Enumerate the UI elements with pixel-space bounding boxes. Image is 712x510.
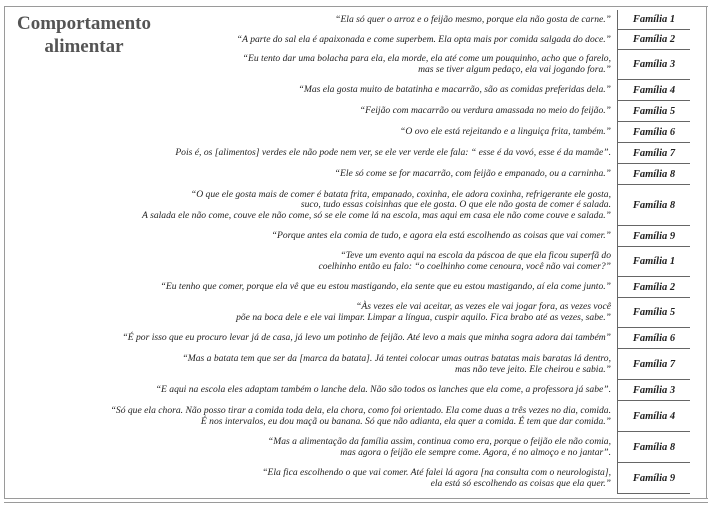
quote-line: “Às vezes ele vai aceitar, as vezes ele vai jogar fora, as vezes você	[356, 301, 611, 313]
quote-cell	[10, 380, 617, 401]
family-label: Família 2	[617, 30, 690, 50]
quote-text	[272, 231, 611, 242]
quote-cell	[10, 277, 617, 298]
quote-line: Pois é, os [alimentos] verdes ele não pode nem ver, se ele ver verde ele fala: “ esse é da vovó, esse é da mamãe”.	[175, 147, 611, 159]
quote-line: “O ovo ele está rejeitando e a linguiça frita, também.”	[400, 126, 611, 138]
quote-line: “Só que ela chora. Não posso tirar a comida toda dela, ela chora, como foi orientado. Ela come duas a três vezes no dia, comida.	[110, 404, 611, 416]
quote-text	[268, 437, 611, 458]
family-label: Família 9	[617, 463, 690, 494]
table-row	[10, 401, 690, 432]
quote-line: mas agora o feijão ele sempre come. Agora, é no almoço e no jantar”.	[340, 446, 611, 458]
quote-line: “Eu tenho que comer, porque ela vê que eu estou mastigando, ela sente que eu estou mastigando, aí ela come junto.”	[160, 281, 611, 293]
quote-line: “Mas ela gosta muito de batatinha e macarrão, são as comidas preferidas dela.”	[298, 84, 611, 96]
quotes-table	[10, 10, 690, 494]
quote-text	[262, 468, 611, 489]
quote-line: “Ela só quer o arroz e o feijão mesmo, porque ela não gosta de carne.”	[335, 13, 611, 25]
quote-text	[299, 85, 612, 96]
quote-cell	[10, 247, 617, 277]
quote-line: “E aqui na escola eles adaptam também o lanche dela. Não são todos os lanches que ela come, a professora já sabe”.	[155, 384, 611, 396]
table-row	[10, 226, 690, 247]
family-label: Família 6	[617, 328, 690, 349]
table-row	[10, 30, 690, 50]
quote-cell	[10, 298, 617, 328]
quote-line: “Teve um evento aqui na escola da páscoa de que ela ficou superfã do	[340, 250, 611, 262]
table-row	[10, 185, 690, 226]
quote-text	[335, 15, 611, 26]
table-row	[10, 247, 690, 277]
family-label: Família 7	[617, 349, 690, 380]
table-row	[10, 164, 690, 185]
quote-text	[360, 106, 611, 117]
table-row	[10, 463, 690, 494]
quote-text	[175, 148, 611, 159]
quote-line: “Mas a batata tem que ser da [marca da batata]. Já tentei colocar umas outras batatas mais baratas lá dentro,	[182, 352, 611, 364]
table-row	[10, 349, 690, 380]
family-label: Família 8	[617, 185, 690, 226]
quote-text	[243, 54, 611, 75]
table-row	[10, 122, 690, 143]
table-row	[10, 432, 690, 463]
quote-line: “A parte do sal ela é apaixonada e come superbem. Ela opta mais por comida salgada do doce.”	[236, 33, 611, 45]
family-label: Família 6	[617, 122, 690, 143]
quote-cell	[10, 80, 617, 101]
quote-line: ela está só escolhendo as coisas que ela quer.”	[430, 477, 611, 489]
quote-cell	[10, 432, 617, 463]
family-label: Família 2	[617, 277, 690, 298]
family-label: Família 7	[617, 143, 690, 164]
quote-cell	[10, 463, 617, 494]
section-title-line-1: Comportamento	[16, 13, 152, 34]
quote-cell	[10, 185, 617, 226]
frame-left-rule	[4, 6, 5, 499]
family-label: Família 4	[617, 401, 690, 432]
quote-line: põe na boca dele e ele vai limpar. Limpar a língua, cuspir aquilo. Fica brabo até as vezes, sabe.”	[236, 312, 611, 323]
quote-cell	[10, 10, 617, 30]
table-row	[10, 277, 690, 298]
family-label: Família 5	[617, 101, 690, 122]
quote-cell	[10, 349, 617, 380]
quote-text	[335, 169, 611, 180]
quote-text	[237, 35, 611, 46]
family-label: Família 9	[617, 226, 690, 247]
family-label: Família 1	[617, 10, 690, 30]
family-label: Família 1	[617, 247, 690, 277]
quote-text	[122, 333, 611, 344]
table-row	[10, 143, 690, 164]
quote-text	[111, 406, 611, 427]
frame-bottom-rule	[4, 498, 708, 503]
quote-line: “Eu tento dar uma bolacha para ela, ela morde, ela até come um pouquinho, acho que o farelo,	[242, 53, 611, 65]
quote-text	[318, 251, 611, 272]
quote-cell	[10, 328, 617, 349]
table-row	[10, 380, 690, 401]
quote-cell	[10, 122, 617, 143]
quote-cell	[10, 50, 617, 80]
quote-line: “Feijão com macarrão ou verdura amassada no meio do feijão.”	[359, 105, 611, 117]
table-row	[10, 50, 690, 80]
quote-text	[142, 190, 611, 222]
quote-cell	[10, 101, 617, 122]
table-row	[10, 80, 690, 101]
quote-line: coelhinho então eu falo: “o coelhinho come cenoura, você não vai comer?”	[318, 261, 611, 272]
table-row	[10, 328, 690, 349]
quote-line: suco, tudo essas coisinhas que ele gosta. O que ele não gosta de comer é salada.	[300, 199, 611, 211]
frame-right-rule	[706, 6, 707, 499]
family-label: Família 8	[617, 164, 690, 185]
quote-line: “Porque antes ela comia de tudo, e agora ela está escolhendo as coisas que vai comer.”	[271, 230, 611, 242]
quote-line: “Mas a alimentação da família assim, continua como era, porque o feijão ele não comia,	[267, 435, 611, 447]
table-row	[10, 101, 690, 122]
quote-line: mas não teve jeito. Ele cheirou e sabia.”	[454, 363, 611, 375]
quote-cell	[10, 164, 617, 185]
quote-line: mas se tiver algum pedaço, ela vai jogando fora.”	[418, 64, 611, 75]
table-row	[10, 298, 690, 328]
quote-text	[161, 282, 611, 293]
quote-cell	[10, 143, 617, 164]
quote-text	[156, 385, 611, 396]
family-label: Família 5	[617, 298, 690, 328]
family-label: Família 8	[617, 432, 690, 463]
quote-line: “É por isso que eu procuro levar já de casa, já levo um potinho de feijão. Até levo a mais que minha sogra adora dai também”	[122, 332, 611, 344]
quote-text	[236, 302, 611, 323]
quote-text	[182, 354, 611, 375]
quote-line: “Ela fica escolhendo o que vai comer. Até falei lá agora [na consulta com o neurologista],	[262, 466, 611, 478]
quote-line: “O que ele gosta mais de comer é batata frita, empanado, coxinha, ele adora coxinha, refrigerante ele gosta,	[190, 188, 611, 200]
quote-cell	[10, 30, 617, 50]
quote-line: É nos intervalos, eu dou maçã ou banana. Só que não adianta, ela quer a comida. É tem que dar comida.”	[200, 415, 611, 427]
quote-text	[400, 127, 611, 138]
quote-line: A salada ele não come, couve ele não come, só se ele come lá na escola, mas aqui em casa ele não come couve e salada.”	[142, 209, 611, 221]
family-label: Família 3	[617, 380, 690, 401]
family-label: Família 4	[617, 80, 690, 101]
quote-cell	[10, 401, 617, 432]
quote-line: “Ele só come se for macarrão, com feijão e empanado, ou a carninha.”	[334, 168, 611, 180]
table-row	[10, 10, 690, 30]
section-title-line-2: alimentar	[44, 36, 124, 57]
family-label: Família 3	[617, 50, 690, 80]
quote-cell	[10, 226, 617, 247]
frame-top-rule	[4, 6, 708, 7]
